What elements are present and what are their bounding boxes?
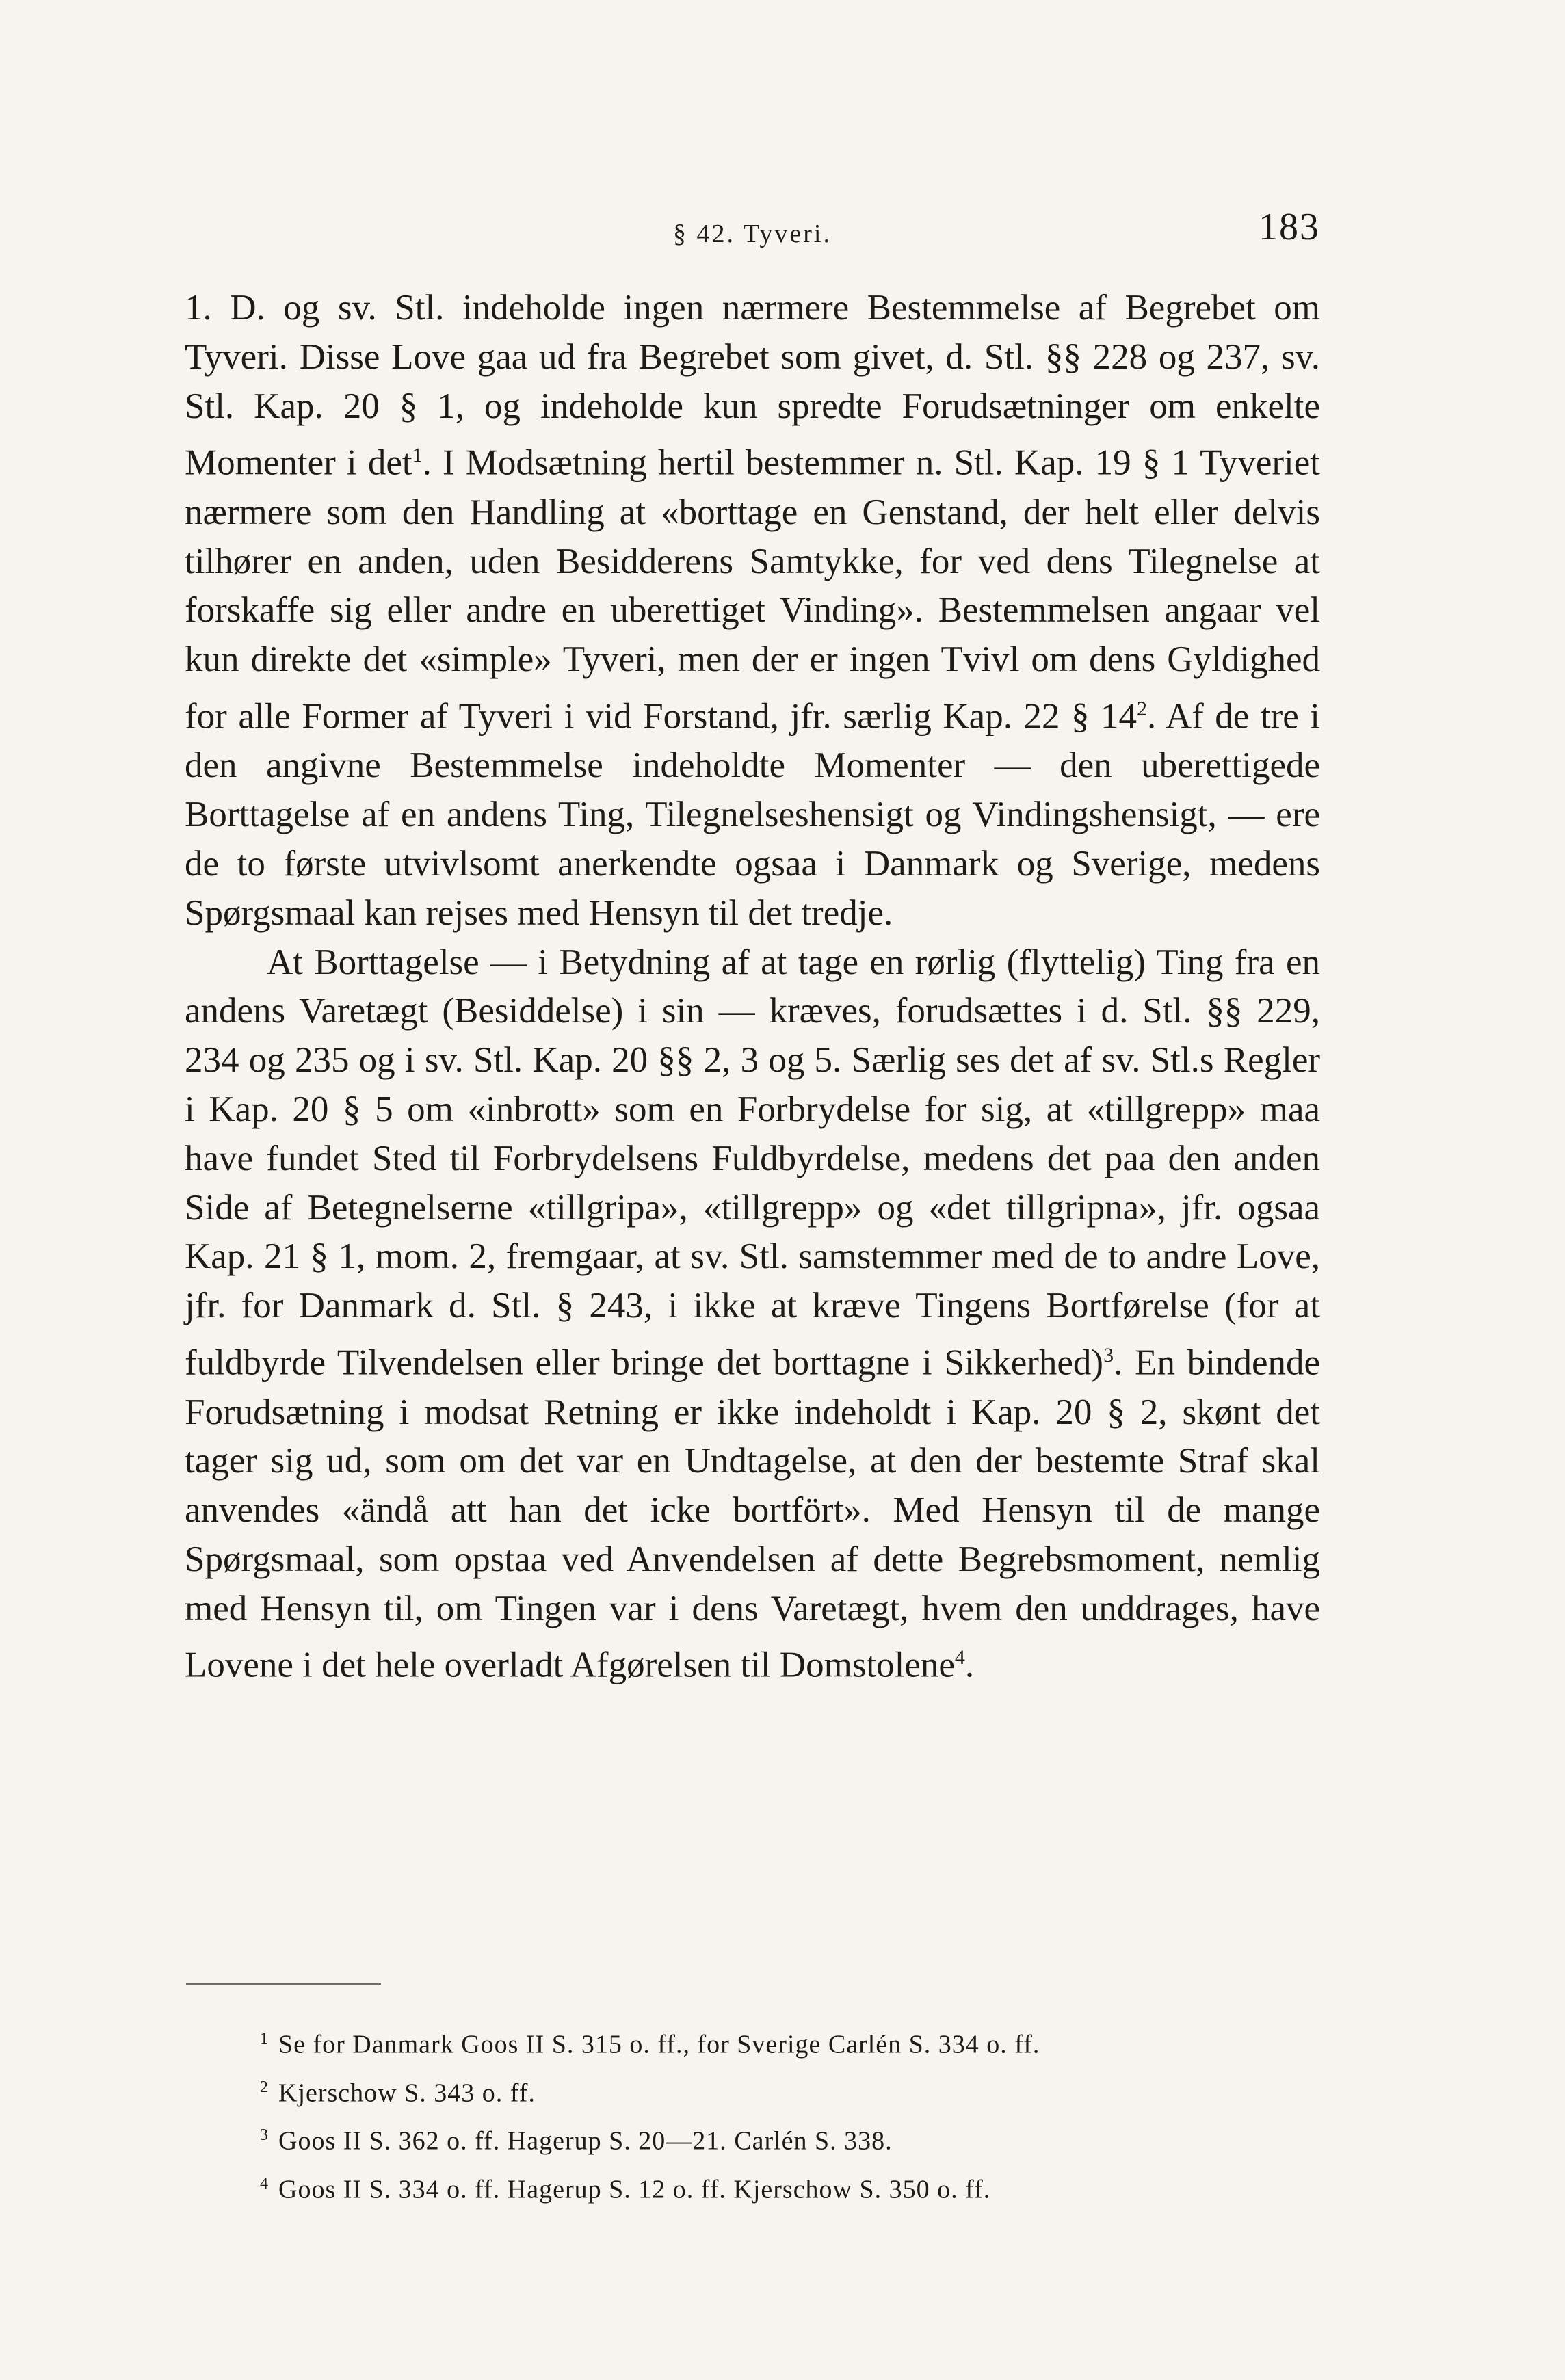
footnote-ref: 4 [954,1646,965,1669]
running-head: § 42. Tyveri. [673,220,832,248]
paragraph-1 [185,284,1320,938]
footnote-divider [186,1983,381,1985]
footnote-text: Goos II S. 334 o. ff. Hagerup S. 12 o. ff. Kjerschow S. 350 o. ff. [278,2175,991,2204]
footnote-4 [260,2163,1286,2211]
footnote-2 [260,2066,1286,2115]
footnote-1 [260,2018,1286,2066]
body-text [185,284,1320,1691]
paragraph-text: . En bindende Forudsætning i modsat Retning er ikke indeholdt i Kap. 20 § 2, skønt det tager sig ud, som om det var en Undtagelse, at den der bestemte Straf skal anvendes «ändå att han det icke bortfört». Med Hensyn til de mange Spørgsmaal, som opstaa ved Anvendelsen af dette Begrebsmoment, nemlig med Hensyn til, om Tingen var i dens Varetægt, hvem den unddrages, have Lovene i det hele overladt Afgørelsen til Domstolene [185,1343,1320,1686]
paragraph-text: At Borttagelse — i Betydning af at tage en rørlig (flyttelig) Ting fra en andens Varetægt (Besiddelse) i sin — kræves, forudsættes i d. Stl. §§ 229, 234 og 235 og i sv. Stl. Kap. 20 §§ 2, 3 og 5. Særlig ses det af sv. Stl.s Regler i Kap. 20 § 5 om «inbrott» som en Forbrydelse for sig, at «tillgrepp» maa have fundet Sted til Forbrydelsens Fuldbyrdelse, medens det paa den anden Side af Betegnelserne «tillgripa», «tillgrepp» og «det tillgripna», jfr. ogsaa Kap. 21 § 1, mom. 2, fremgaar, at sv. Stl. samstemmer med de to andre Love, jfr. for Danmark d. Stl. § 243, i ikke at kræve Tingens Bortførelse (for at fuldbyrde Tilvendelsen eller bringe det borttagne i Sikkerhed) [185,942,1320,1383]
footnote-mark: 3 [260,2126,269,2145]
footnote-text: Kjerschow S. 343 o. ff. [278,2078,536,2108]
paragraph-text: 1. D. og sv. Stl. indeholde ingen nærmere Bestemmelse af Begrebet om Tyveri. Disse Love gaa ud fra Begrebet som givet, d. Stl. §§ 228 og 237, sv. Stl. Kap. 20 § 1, og indeholde kun spredte Forudsætninger om enkelte Momenter i det [185,288,1320,484]
page-header [185,205,1320,260]
paragraph-text: . [964,1645,975,1686]
page-number: 183 [1259,206,1320,248]
footnote-ref: 1 [412,444,423,467]
paragraph-text: . I Modsætning hertil bestemmer n. Stl. Kap. 19 § 1 Tyveriet nærmere som den Handling at «borttage en Genstand, der helt eller delvis tilhører en anden, uden Besidderens Samtykke, for ved dens Tilegnelse at forskaffe sig eller andre en uberettiget Vinding». Bestemmelsen angaar vel kun direkte det «simple» Tyveri, men der er ingen Tvivl om dens Gyldighed for alle Former af Tyveri i vid Forstand, jfr. særlig Kap. 22 § 14 [185,443,1320,737]
footnote-mark: 4 [260,2174,269,2193]
footnote-text: Se for Danmark Goos II S. 315 o. ff., for Sverige Carlén S. 334 o. ff. [278,2030,1040,2059]
paragraph-text: . Af de tre i den angivne Bestemmelse indeholdte Momenter — den uberettigede Borttagelse af en andens Ting, Tilegnelseshensigt og Vindingshensigt, — ere de to første utvivlsomt anerkendte ogsaa i Danmark og Sverige, medens Spørgsmaal kan rejses med Hensyn til det tredje. [185,696,1320,933]
footnote-ref: 2 [1137,698,1148,721]
footnote-3 [260,2114,1286,2163]
footnote-mark: 1 [260,2030,269,2048]
footnote-ref: 3 [1103,1344,1114,1367]
footnote-mark: 2 [260,2078,269,2096]
footnotes [260,2018,1286,2211]
footnote-text: Goos II S. 362 o. ff. Hagerup S. 20—21. Carlén S. 338. [278,2126,893,2156]
paragraph-2 [185,938,1320,1691]
